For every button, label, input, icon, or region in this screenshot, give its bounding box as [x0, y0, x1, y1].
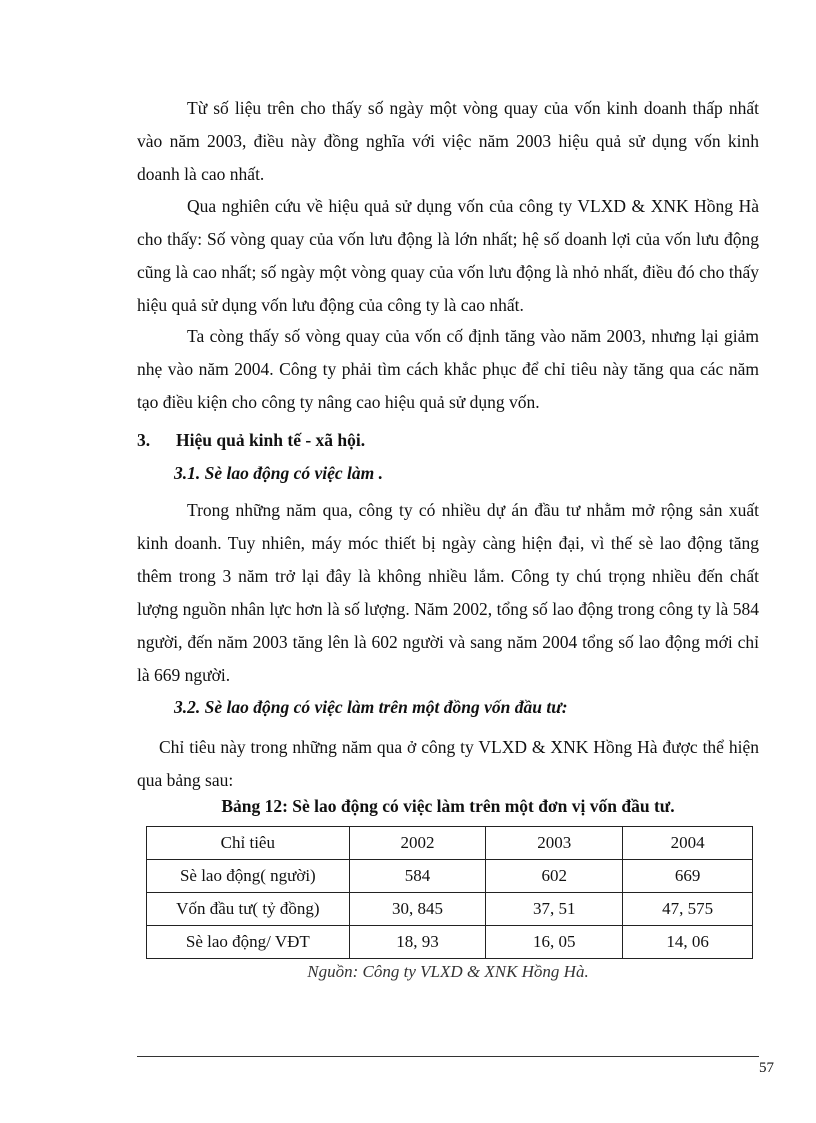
table-cell: 30, 845: [349, 893, 486, 926]
table-row: [147, 860, 753, 893]
row-label: Vốn đầu tư( tỷ đồng): [147, 893, 350, 926]
table-source-note: Nguồn: Công ty VLXD & XNK Hồng Hà.: [307, 962, 589, 981]
paragraph-3: Ta còng thấy số vòng quay của vốn cố định tăng vào năm 2003, nhưng lại giảm nhẹ vào năm 2004. Công ty phải tìm cách khắc phục để chỉ tiêu này tăng qua các năm tạo điều kiện cho công ty nâng cao hiệu quả sử dụng vốn.: [137, 326, 759, 412]
subsection-3-1-title: 3.1. Sè lao động có việc làm .: [174, 463, 384, 483]
table-header-row: [147, 827, 753, 860]
paragraph-1: Từ số liệu trên cho thấy số ngày một vòng quay của vốn kinh doanh thấp nhất vào năm 2003, điều này đồng nghĩa với việc năm 2003 hiệu quả sử dụng vốn kinh doanh là cao nhất.: [137, 98, 759, 184]
section-number: 3.: [137, 430, 151, 450]
table-row: [147, 893, 753, 926]
header-cell-2003: 2003: [486, 827, 623, 860]
row-label: Sè lao động/ VĐT: [147, 926, 350, 959]
section-title: Hiệu quả kinh tế - xã hội.: [176, 430, 366, 450]
table-title: Bảng 12: Sè lao động có việc làm trên một đơn vị vốn đầu tư.: [221, 796, 675, 816]
paragraph-5: Chỉ tiêu này trong những năm qua ở công ty VLXD & XNK Hồng Hà được thể hiện qua bảng sau:: [137, 737, 759, 790]
row-label: Sè lao động( người): [147, 860, 350, 893]
table-cell: 602: [486, 860, 623, 893]
header-cell-2002: 2002: [349, 827, 486, 860]
table-row: [147, 926, 753, 959]
page-number: 57: [759, 1060, 774, 1076]
table-cell: 14, 06: [623, 926, 753, 959]
table-cell: 47, 575: [623, 893, 753, 926]
table-cell: 669: [623, 860, 753, 893]
data-table: [146, 826, 753, 959]
header-cell-2004: 2004: [623, 827, 753, 860]
subsection-3-2-title: 3.2. Sè lao động có việc làm trên một đồng vốn đầu tư:: [174, 697, 568, 717]
table-cell: 584: [349, 860, 486, 893]
header-cell-indicator: Chỉ tiêu: [147, 827, 350, 860]
paragraph-4: Trong những năm qua, công ty có nhiều dự án đầu tư nhằm mở rộng sản xuất kinh doanh. Tuy nhiên, máy móc thiết bị ngày càng hiện đại, vì thế sè lao động tăng thêm trong 3 năm trở lại đây là không nhiều lắm. Công ty chú trọng nhiều đến chất lượng nguồn nhân lực hơn là số lượng. Năm 2002, tổng số lao động trong công ty là 584 người, đến năm 2003 tăng lên là 602 người và sang năm 2004 tổng số lao động mới chỉ là 669 người.: [137, 500, 759, 685]
table-cell: 18, 93: [349, 926, 486, 959]
table-cell: 16, 05: [486, 926, 623, 959]
paragraph-2: Qua nghiên cứu về hiệu quả sử dụng vốn của công ty VLXD & XNK Hồng Hà cho thấy: Số vòng quay của vốn lưu động là lớn nhất; hệ số doanh lợi của vốn lưu động cũng là cao nhất; số ngày một vòng quay của vốn lưu động là nhỏ nhất, điều đó cho thấy hiệu quả sử dụng vốn lưu động của công ty là cao nhất.: [137, 196, 759, 315]
footer-divider: [137, 1056, 759, 1057]
table-cell: 37, 51: [486, 893, 623, 926]
